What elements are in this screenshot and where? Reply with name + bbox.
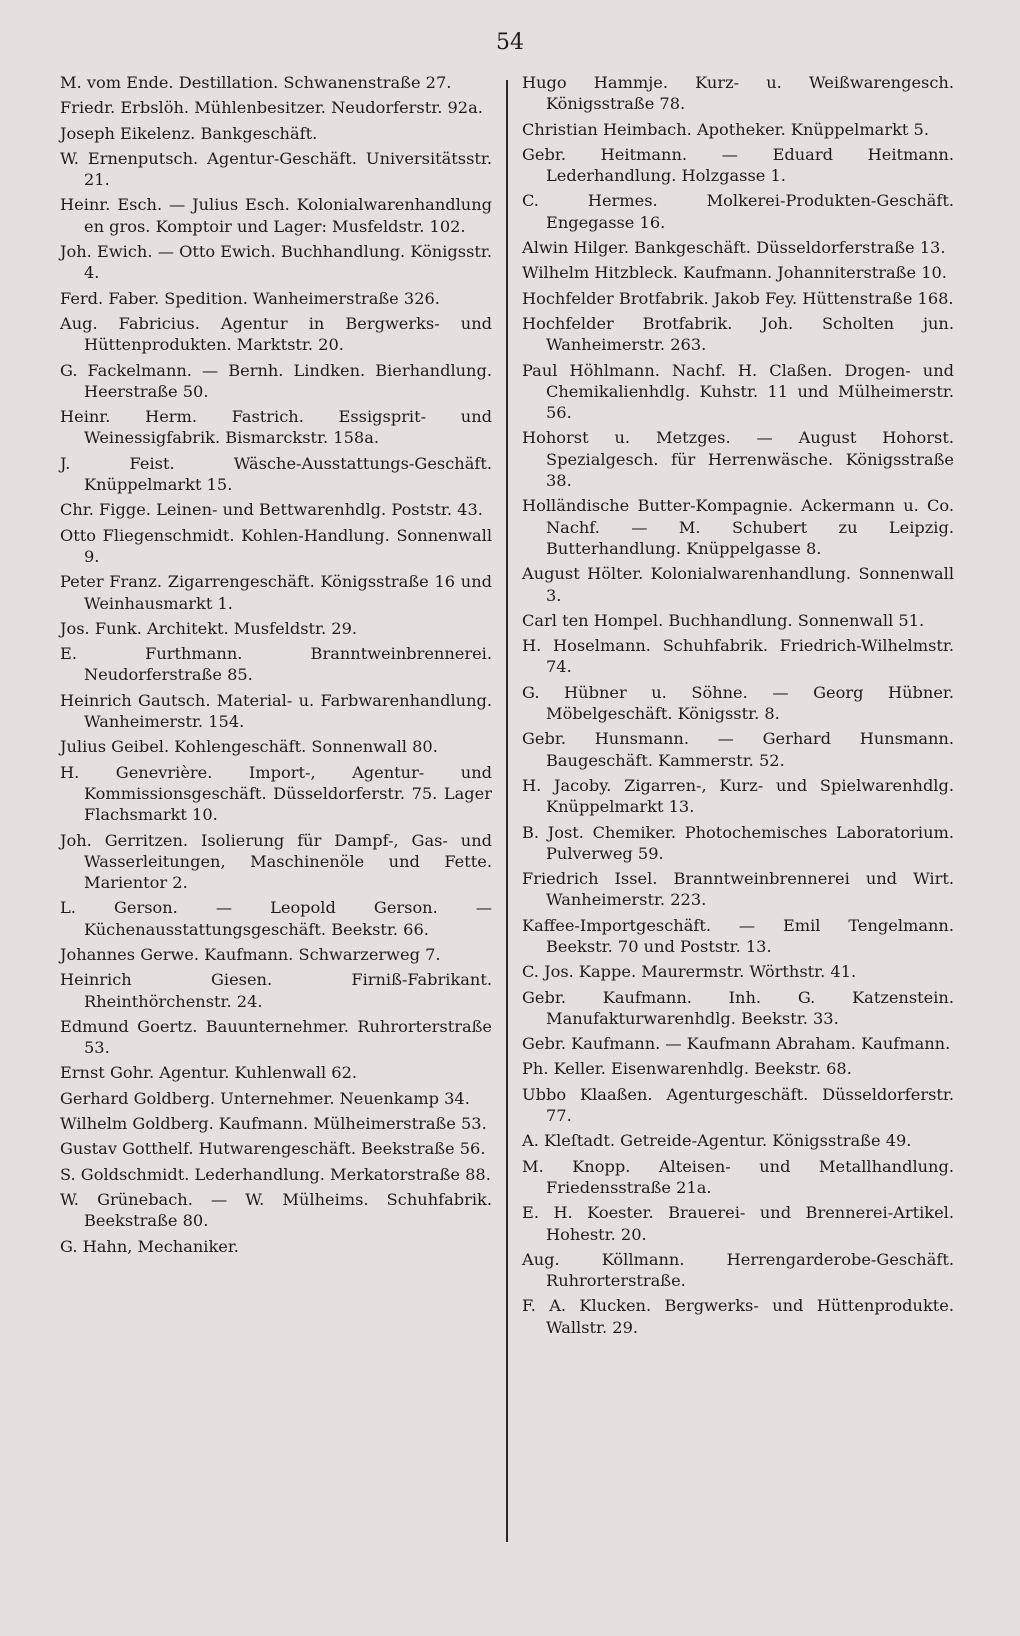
directory-entry: J. Feist. Wäsche-Ausstattungs-Geschäft. Knüppelmarkt 15.: [60, 453, 492, 495]
directory-entry: Gerhard Goldberg. Unternehmer. Neuenkamp 34.: [60, 1088, 470, 1108]
directory-entry: M. Knopp. Alteisen- und Metallhandlung. Friedensstraße 21a.: [522, 1156, 954, 1197]
directory-entry: H. Genevrière. Import-, Agentur- und Kommissionsgeschäft. Düsseldorferstr. 75. Lager Flachsmarkt 10.: [60, 762, 492, 825]
directory-entry: A. Kleſtadt. Getreide-Agentur. Königsstraße 49.: [522, 1131, 912, 1151]
directory-entry: Hohorst u. Metzges. — August Hohorst. Spezialgesch. für Herrenwäsche. Königsstraße 38.: [522, 428, 954, 491]
directory-entry: Aug. Fabricius. Agentur in Bergwerks- und Hüttenprodukten. Marktstr. 20.: [60, 313, 492, 355]
directory-entry: Ernst Gohr. Agentur. Kuhlenwall 62.: [60, 1063, 358, 1083]
directory-entry: Heinrich Giesen. Firniß-Fabrikant. Rheinthörchenstr. 24.: [60, 970, 492, 1011]
directory-entry: Wilhelm Hitzbleck. Kaufmann. Johanniterstraße 10.: [522, 263, 947, 283]
directory-entry: Johannes Gerwe. Kaufmann. Schwarzerweg 7.: [60, 944, 441, 964]
directory-entry: Gebr. Kaufmann. Inh. G. Katzenstein. Manufakturwarenhdlg. Beekstr. 33.: [522, 987, 954, 1028]
directory-entry: Carl ten Hompel. Buchhandlung. Sonnenwall 51.: [522, 610, 925, 630]
directory-entry: W. Grünebach. — W. Mülheims. Schuhfabrik. Beekstraße 80.: [60, 1189, 492, 1231]
directory-entry: Heinr. Herm. Fastrich. Essigsprit- und Weinessigfabrik. Bismarckstr. 158a.: [60, 407, 492, 448]
directory-entry: W. Ernenputsch. Agentur-Geschäft. Universitätsstr. 21.: [60, 148, 492, 190]
directory-entry: M. vom Ende. Destillation. Schwanenstraße 27.: [60, 73, 452, 92]
directory-entry: C. Hermes. Molkerei-Produkten-Geschäft. Engegasse 16.: [522, 191, 954, 232]
directory-entry: H. Jacoby. Zigarren-, Kurz- und Spielwarenhdlg. Knüppelmarkt 13.: [522, 775, 954, 817]
directory-entry: Peter Franz. Zigarrengeschäft. Königsstraße 16 und Weinhausmarkt 1.: [60, 572, 492, 613]
directory-entry: Ubbo Klaaßen. Agenturgeschäft. Düsseldorferstr. 77.: [522, 1084, 954, 1126]
directory-entry: Hochfelder Brotfabrik. Joh. Scholten jun. Wanheimerstr. 263.: [522, 313, 954, 355]
directory-entry: Otto Fliegenschmidt. Kohlen-Handlung. Sonnenwall 9.: [60, 525, 492, 566]
directory-entry: Ph. Keller. Eisenwarenhdlg. Beekstr. 68.: [522, 1059, 852, 1079]
directory-entry: B. Jost. Chemiker. Photochemisches Laboratorium. Pulverweg 59.: [522, 822, 954, 863]
directory-entry: Kaffee-Importgeschäft. — Emil Tengelmann. Beekstr. 70 und Poststr. 13.: [522, 915, 954, 956]
directory-entry: H. Hoselmann. Schuhfabrik. Friedrich-Wilhelmstr. 74.: [522, 636, 954, 677]
directory-entry: Chr. Figge. Leinen- und Bettwarenhdlg. Poststr. 43.: [60, 500, 483, 520]
directory-entry: Holländische Butter-Kompagnie. Ackermann u. Co. Nachf. — M. Schubert zu Leipzig. Butterhandlung. Knüppelgasse 8.: [522, 496, 954, 558]
directory-entry: G. Fackelmann. — Bernh. Lindken. Bierhandlung. Heerstraße 50.: [60, 360, 492, 401]
directory-entry: Gebr. Kaufmann. — Kaufmann Abraham. Kaufmann.: [522, 1034, 951, 1054]
left-column: [60, 72, 492, 1261]
directory-entry: Wilhelm Goldberg. Kaufmann. Mülheimerstraße 53.: [60, 1114, 487, 1134]
directory-entry: Heinrich Gautsch. Material- u. Farbwarenhandlung. Wanheimerstr. 154.: [60, 690, 492, 732]
directory-entry: Gebr. Hunsmann. — Gerhard Hunsmann. Baugeschäft. Kammerstr. 52.: [522, 729, 954, 770]
directory-entry: L. Gerson. — Leopold Gerson. — Küchenausstattungsgeschäft. Beekstr. 66.: [60, 898, 492, 939]
directory-entry: Christian Heimbach. Apotheker. Knüppelmarkt 5.: [522, 119, 929, 139]
directory-entry: Joh. Gerritzen. Isolierung für Dampf-, Gas- und Wasserleitungen, Maschinenöle und Fette. Marientor 2.: [60, 830, 492, 893]
directory-entry: Gustav Gotthelf. Hutwarengeschäft. Beekstraße 56.: [60, 1139, 486, 1159]
directory-entry: E. Furthmann. Branntweinbrennerei. Neudorferstraße 85.: [60, 644, 492, 685]
directory-entry: Ferd. Faber. Spedition. Wanheimerstraße 326.: [60, 288, 440, 308]
directory-entry: Heinr. Esch. — Julius Esch. Kolonialwarenhandlung en gros. Komptoir und Lager: Musfeldstr. 102.: [60, 195, 492, 236]
directory-entry: Hugo Hammje. Kurz- u. Weißwarengesch. Königsstraße 78.: [522, 73, 954, 114]
directory-entry: G. Hübner u. Söhne. — Georg Hübner. Möbelgeschäft. Königsstr. 8.: [522, 682, 954, 724]
directory-entry: Paul Höhlmann. Nachf. H. Claßen. Drogen- und Chemikalienhdlg. Kuhstr. 11 und Mülheimerstr. 56.: [522, 360, 954, 423]
column-divider: [506, 80, 508, 1542]
directory-entry: August Hölter. Kolonialwarenhandlung. Sonnenwall 3.: [522, 564, 954, 605]
directory-entry: Edmund Goertz. Bauunternehmer. Ruhrorterstraße 53.: [60, 1016, 492, 1058]
directory-entry: Jos. Funk. Architekt. Musfeldstr. 29.: [60, 618, 358, 638]
directory-entry: Joh. Ewich. — Otto Ewich. Buchhandlung. Königsstr. 4.: [60, 242, 492, 283]
directory-entry: Aug. Köllmann. Herrengarderobe-Geschäft. Ruhrorterstraße.: [522, 1249, 954, 1291]
directory-entry: Friedr. Erbslöh. Mühlenbesitzer. Neudorferstr. 92a.: [60, 98, 483, 118]
directory-entry: S. Goldschmidt. Lederhandlung. Merkatorstraße 88.: [60, 1164, 491, 1184]
directory-entry: Joseph Eikelenz. Bankgeschäft.: [60, 123, 318, 143]
directory-entry: Julius Geibel. Kohlengeschäft. Sonnenwall 80.: [60, 737, 438, 757]
directory-entry: E. H. Koester. Brauerei- und Brennerei-Artikel. Hohestr. 20.: [522, 1203, 954, 1244]
directory-entry: G. Hahn, Mechaniker.: [60, 1236, 239, 1256]
right-column: [522, 72, 954, 1342]
directory-entry: C. Jos. Kappe. Maurermstr. Wörthstr. 41.: [522, 962, 857, 982]
directory-entry: Hochfelder Brotfabrik. Jakob Fey. Hüttenstraße 168.: [522, 288, 954, 308]
directory-entry: Friedrich Issel. Branntweinbrennerei und Wirt. Wanheimerstr. 223.: [522, 869, 954, 910]
directory-entry: Gebr. Heitmann. — Eduard Heitmann. Lederhandlung. Holzgasse 1.: [522, 144, 954, 186]
page-number: 54: [496, 30, 524, 55]
directory-entry: F. A. Klucken. Bergwerks- und Hüttenprodukte. Wallstr. 29.: [522, 1296, 954, 1337]
directory-entry: Alwin Hilger. Bankgeschäft. Düsseldorferstraße 13.: [522, 238, 946, 258]
